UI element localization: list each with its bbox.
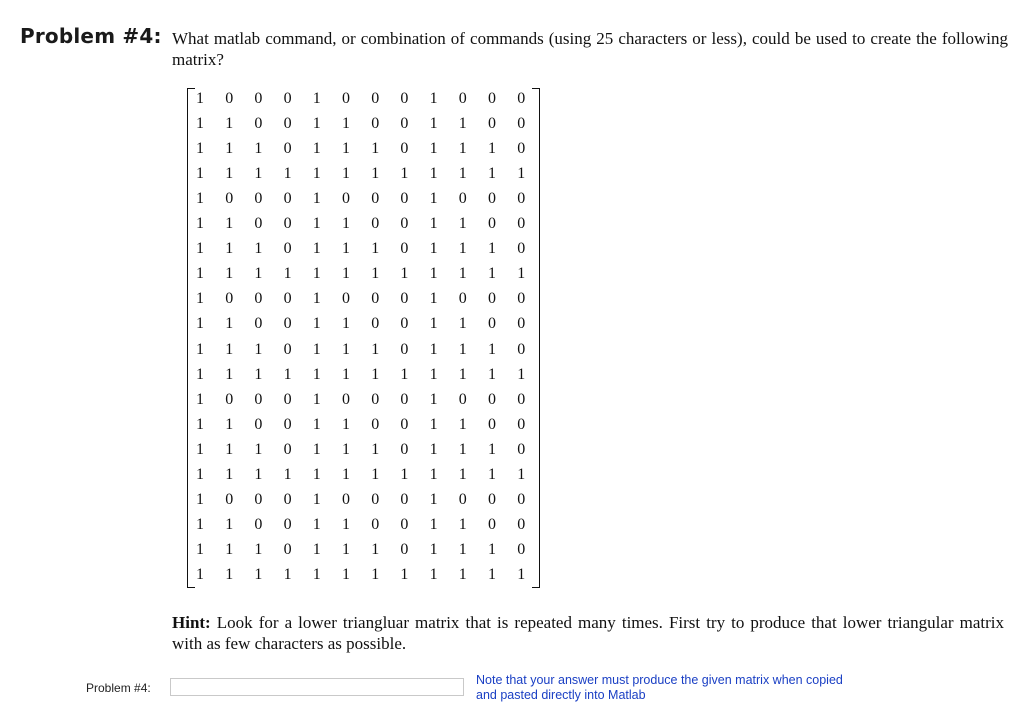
- matrix-cell: 1: [400, 265, 409, 283]
- matrix-cell: 1: [342, 165, 350, 183]
- matrix-cell: 1: [342, 240, 350, 258]
- matrix-cell: 1: [429, 265, 438, 283]
- matrix-cell: 0: [283, 540, 292, 558]
- matrix-cell: 1: [488, 440, 496, 458]
- matrix-cell: 1: [458, 115, 467, 133]
- matrix-cell: 0: [371, 490, 380, 508]
- matrix-cell: 1: [458, 540, 467, 558]
- matrix-cell: 0: [371, 90, 380, 107]
- matrix-cell: 1: [196, 490, 204, 508]
- matrix-cell: 1: [225, 315, 234, 333]
- matrix-cell: 1: [196, 290, 204, 308]
- matrix-cell: 1: [312, 140, 321, 158]
- matrix-cell: 0: [371, 415, 380, 433]
- matrix-cell: 0: [400, 540, 409, 558]
- matrix-cell: 1: [429, 190, 438, 208]
- matrix-cell: 1: [225, 115, 234, 133]
- matrix-cell: 0: [517, 490, 526, 508]
- matrix-cell: 0: [400, 115, 409, 133]
- matrix-cell: 0: [225, 290, 234, 308]
- matrix-cell: 1: [458, 515, 467, 533]
- matrix-cell: 0: [458, 290, 467, 308]
- matrix-cell: 1: [225, 440, 234, 458]
- matrix-cell: 1: [429, 90, 438, 107]
- matrix-cell: 1: [342, 140, 350, 158]
- matrix-cell: 1: [312, 240, 321, 258]
- matrix-cell: 1: [254, 365, 263, 383]
- matrix-cell: 1: [342, 440, 350, 458]
- matrix-cell: 1: [517, 165, 526, 183]
- matrix-cell: 1: [429, 240, 438, 258]
- matrix-cell: 1: [312, 190, 321, 208]
- matrix-cell: 0: [283, 390, 292, 408]
- matrix-cell: 1: [517, 565, 526, 583]
- matrix-cell: 0: [254, 390, 263, 408]
- matrix-cell: 0: [400, 440, 409, 458]
- matrix-cell: 1: [312, 90, 321, 107]
- matrix-cell: 1: [342, 365, 350, 383]
- matrix-cell: 0: [371, 315, 380, 333]
- matrix-cell: 1: [225, 340, 234, 358]
- matrix-cell: 1: [488, 465, 496, 483]
- matrix-cell: 1: [458, 565, 467, 583]
- matrix-cell: 1: [371, 440, 380, 458]
- matrix-cell: 1: [312, 490, 321, 508]
- matrix-cell: 1: [196, 565, 204, 583]
- matrix-cell: 1: [196, 315, 204, 333]
- matrix-cell: 0: [400, 315, 409, 333]
- matrix: [187, 88, 540, 588]
- matrix-cell: 1: [429, 540, 438, 558]
- matrix-cell: 0: [517, 415, 526, 433]
- matrix-cell: 1: [196, 515, 204, 533]
- matrix-cell: 1: [254, 465, 263, 483]
- matrix-cell: 1: [429, 340, 438, 358]
- matrix-cell: 1: [312, 265, 321, 283]
- matrix-cell: 1: [458, 465, 467, 483]
- matrix-cell: 0: [517, 90, 526, 107]
- matrix-cell: 0: [342, 490, 350, 508]
- hint-label: Hint:: [172, 613, 211, 632]
- matrix-cell: 0: [400, 140, 409, 158]
- matrix-cell: 1: [254, 340, 263, 358]
- matrix-cell: 1: [225, 565, 234, 583]
- matrix-cell: 1: [225, 515, 234, 533]
- matrix-cell: 1: [488, 240, 496, 258]
- matrix-cell: 0: [488, 90, 496, 107]
- matrix-cell: 1: [458, 265, 467, 283]
- matrix-cell: 0: [488, 515, 496, 533]
- matrix-cell: 1: [196, 190, 204, 208]
- matrix-cell: 1: [312, 565, 321, 583]
- matrix-cell: 0: [283, 140, 292, 158]
- matrix-cell: 1: [312, 440, 321, 458]
- matrix-cell: 0: [488, 190, 496, 208]
- matrix-cell: 0: [371, 515, 380, 533]
- matrix-cell: 1: [429, 490, 438, 508]
- matrix-cell: 1: [196, 365, 204, 383]
- matrix-cell: 0: [371, 390, 380, 408]
- matrix-cell: 1: [225, 140, 234, 158]
- matrix-cell: 1: [254, 165, 263, 183]
- matrix-cell: 0: [458, 190, 467, 208]
- matrix-cell: 1: [371, 565, 380, 583]
- matrix-cell: 1: [400, 465, 409, 483]
- matrix-cell: 0: [458, 90, 467, 107]
- hint-text: Look for a lower triangluar matrix that is repeated many times. First try to produce that lower triangular matrix with as few characters as possible.: [172, 613, 1004, 653]
- matrix-cell: 0: [517, 315, 526, 333]
- matrix-cell: 0: [254, 290, 263, 308]
- matrix-cell: 0: [458, 390, 467, 408]
- matrix-cell: 1: [312, 315, 321, 333]
- matrix-cell: 0: [517, 290, 526, 308]
- matrix-cell: 1: [342, 515, 350, 533]
- matrix-cell: 1: [196, 540, 204, 558]
- matrix-cell: 1: [488, 265, 496, 283]
- answer-input[interactable]: [170, 678, 464, 696]
- matrix-cell: 0: [254, 215, 263, 233]
- matrix-cell: 0: [517, 215, 526, 233]
- matrix-cell: 0: [254, 190, 263, 208]
- matrix-cell: 0: [458, 490, 467, 508]
- matrix-cell: 1: [371, 140, 380, 158]
- matrix-cell: 0: [488, 315, 496, 333]
- matrix-cell: 0: [342, 90, 350, 107]
- matrix-cell: 0: [400, 340, 409, 358]
- matrix-cell: 1: [283, 165, 292, 183]
- matrix-cell: 1: [312, 415, 321, 433]
- matrix-cell: 1: [254, 440, 263, 458]
- matrix-cell: 1: [458, 215, 467, 233]
- question-text: What matlab command, or combination of commands (using 25 characters or less), could be used to create the following matrix?: [172, 29, 1008, 69]
- matrix-cell: 1: [196, 415, 204, 433]
- matrix-cell: 1: [196, 90, 204, 107]
- matrix-cell: 0: [254, 115, 263, 133]
- matrix-cell: 1: [429, 390, 438, 408]
- matrix-cell: 0: [283, 490, 292, 508]
- matrix-cell: 0: [254, 415, 263, 433]
- matrix-cell: 1: [429, 440, 438, 458]
- matrix-cell: 1: [196, 165, 204, 183]
- matrix-cell: 0: [400, 415, 409, 433]
- matrix-cell: 0: [488, 115, 496, 133]
- matrix-cell: 1: [196, 390, 204, 408]
- matrix-cell: 1: [196, 465, 204, 483]
- matrix-cell: 0: [283, 215, 292, 233]
- matrix-cell: 0: [517, 540, 526, 558]
- matrix-cell: 1: [429, 465, 438, 483]
- matrix-cell: 1: [342, 465, 350, 483]
- matrix-cell: 1: [196, 440, 204, 458]
- matrix-cell: 1: [312, 540, 321, 558]
- matrix-cell: 0: [517, 240, 526, 258]
- matrix-cell: 0: [283, 315, 292, 333]
- matrix-cell: 1: [429, 115, 438, 133]
- matrix-cell: 0: [400, 240, 409, 258]
- answer-label: Problem #4:: [86, 681, 151, 695]
- matrix-cell: 1: [429, 565, 438, 583]
- matrix-cell: 1: [312, 465, 321, 483]
- matrix-cell: 0: [283, 115, 292, 133]
- matrix-cell: 1: [517, 365, 526, 383]
- matrix-cell: 1: [429, 515, 438, 533]
- matrix-cell: 1: [225, 215, 234, 233]
- matrix-cell: 0: [517, 140, 526, 158]
- matrix-cell: 0: [342, 190, 350, 208]
- matrix-cell: 1: [312, 115, 321, 133]
- matrix-cell: 0: [400, 215, 409, 233]
- matrix-cell: 0: [342, 390, 350, 408]
- matrix-cell: 1: [488, 340, 496, 358]
- matrix-cell: 1: [283, 565, 292, 583]
- matrix-cell: 0: [283, 90, 292, 107]
- matrix-cell: 1: [400, 365, 409, 383]
- matrix-cell: 0: [488, 490, 496, 508]
- matrix-cell: 1: [458, 140, 467, 158]
- matrix-cell: 0: [400, 90, 409, 107]
- matrix-cell: 1: [371, 265, 380, 283]
- problem-title: Problem #4:: [20, 24, 162, 48]
- matrix-cell: 1: [312, 515, 321, 533]
- matrix-cell: 0: [283, 515, 292, 533]
- matrix-cell: 1: [254, 140, 263, 158]
- matrix-cell: 1: [196, 115, 204, 133]
- matrix-cell: 1: [283, 365, 292, 383]
- matrix-cell: 1: [225, 240, 234, 258]
- matrix-cell: 0: [400, 515, 409, 533]
- matrix-cell: 0: [517, 440, 526, 458]
- matrix-cell: 1: [254, 565, 263, 583]
- matrix-cell: 0: [225, 190, 234, 208]
- matrix-cell: 1: [458, 165, 467, 183]
- matrix-cell: 1: [312, 290, 321, 308]
- matrix-cell: 0: [371, 290, 380, 308]
- matrix-cell: 1: [312, 365, 321, 383]
- right-bracket: [532, 88, 540, 588]
- matrix-cell: 0: [488, 390, 496, 408]
- matrix-cell: 1: [371, 365, 380, 383]
- matrix-cell: 0: [283, 290, 292, 308]
- matrix-cell: 1: [342, 115, 350, 133]
- matrix-cell: 1: [342, 540, 350, 558]
- matrix-cell: 1: [371, 465, 380, 483]
- matrix-cell: 1: [400, 165, 409, 183]
- matrix-cell: 1: [196, 140, 204, 158]
- matrix-cell: 1: [429, 165, 438, 183]
- matrix-cell: 0: [488, 290, 496, 308]
- matrix-cell: 0: [225, 90, 234, 107]
- matrix-cell: 1: [429, 215, 438, 233]
- matrix-cell: 0: [254, 90, 263, 107]
- matrix-cell: 0: [371, 215, 380, 233]
- matrix-cell: 1: [429, 290, 438, 308]
- matrix-cell: 1: [312, 390, 321, 408]
- matrix-cell: 1: [371, 165, 380, 183]
- matrix-cell: 1: [225, 265, 234, 283]
- matrix-cell: 0: [254, 515, 263, 533]
- matrix-cell: 1: [458, 340, 467, 358]
- matrix-cell: 0: [517, 515, 526, 533]
- matrix-cell: 1: [517, 265, 526, 283]
- matrix-cell: 1: [254, 240, 263, 258]
- matrix-cell: 1: [225, 365, 234, 383]
- matrix-cell: 0: [283, 340, 292, 358]
- matrix-cell: 1: [254, 265, 263, 283]
- hint: [172, 612, 1004, 654]
- matrix-cell: 1: [429, 315, 438, 333]
- matrix-cell: 1: [312, 165, 321, 183]
- matrix-cell: 0: [400, 490, 409, 508]
- matrix-cell: 0: [225, 490, 234, 508]
- matrix-cell: 1: [342, 215, 350, 233]
- matrix-cell: 1: [371, 240, 380, 258]
- matrix-cell: 1: [196, 240, 204, 258]
- matrix-cell: 1: [429, 415, 438, 433]
- matrix-cell: 1: [312, 340, 321, 358]
- matrix-cell: 0: [400, 190, 409, 208]
- matrix-cell: 1: [342, 415, 350, 433]
- matrix-cell: 0: [225, 390, 234, 408]
- matrix-cell: 1: [458, 240, 467, 258]
- matrix-cell: 1: [196, 265, 204, 283]
- matrix-cell: 1: [371, 540, 380, 558]
- matrix-cell: 0: [371, 190, 380, 208]
- matrix-cell: 1: [342, 265, 350, 283]
- matrix-cell: 1: [342, 315, 350, 333]
- matrix-cell: 0: [342, 290, 350, 308]
- matrix-cell: 1: [225, 540, 234, 558]
- matrix-cell: 1: [429, 140, 438, 158]
- matrix-cell: 0: [488, 415, 496, 433]
- matrix-cell: 0: [517, 340, 526, 358]
- matrix-cell: 0: [283, 415, 292, 433]
- matrix-cell: 1: [342, 565, 350, 583]
- matrix-cell: 1: [458, 415, 467, 433]
- matrix-cell: 1: [342, 340, 350, 358]
- matrix-cell: 1: [517, 465, 526, 483]
- matrix-cell: 0: [254, 315, 263, 333]
- matrix-cell: 1: [458, 315, 467, 333]
- matrix-cell: 1: [225, 465, 234, 483]
- matrix-cell: 1: [488, 165, 496, 183]
- matrix-cell: 1: [429, 365, 438, 383]
- matrix-cell: 1: [225, 165, 234, 183]
- matrix-cell: 1: [283, 465, 292, 483]
- matrix-cell: 1: [488, 140, 496, 158]
- matrix-cell: 1: [225, 415, 234, 433]
- matrix-cell: 1: [196, 340, 204, 358]
- matrix-cell: 1: [458, 365, 467, 383]
- matrix-cell: 0: [283, 190, 292, 208]
- matrix-cell: 1: [400, 565, 409, 583]
- matrix-cell: 1: [283, 265, 292, 283]
- matrix-cell: 1: [488, 365, 496, 383]
- matrix-cell: 0: [283, 440, 292, 458]
- matrix-cell: 0: [400, 290, 409, 308]
- matrix-cell: 1: [458, 440, 467, 458]
- matrix-cell: 0: [283, 240, 292, 258]
- matrix-cell: 0: [488, 215, 496, 233]
- matrix-cell: 0: [254, 490, 263, 508]
- matrix-cell: 1: [254, 540, 263, 558]
- matrix-cell: 1: [196, 215, 204, 233]
- matrix-cell: 0: [517, 190, 526, 208]
- left-bracket: [187, 88, 195, 588]
- matrix-cell: 1: [488, 565, 496, 583]
- matrix-cell: 0: [517, 115, 526, 133]
- matrix-cell: 0: [371, 115, 380, 133]
- matrix-cell: 0: [400, 390, 409, 408]
- matrix-cell: 1: [312, 215, 321, 233]
- matrix-cell: 1: [488, 540, 496, 558]
- matrix-cell: 0: [517, 390, 526, 408]
- answer-note: Note that your answer must produce the given matrix when copied and pasted directly into Matlab: [476, 673, 843, 702]
- matrix-cell: 1: [371, 340, 380, 358]
